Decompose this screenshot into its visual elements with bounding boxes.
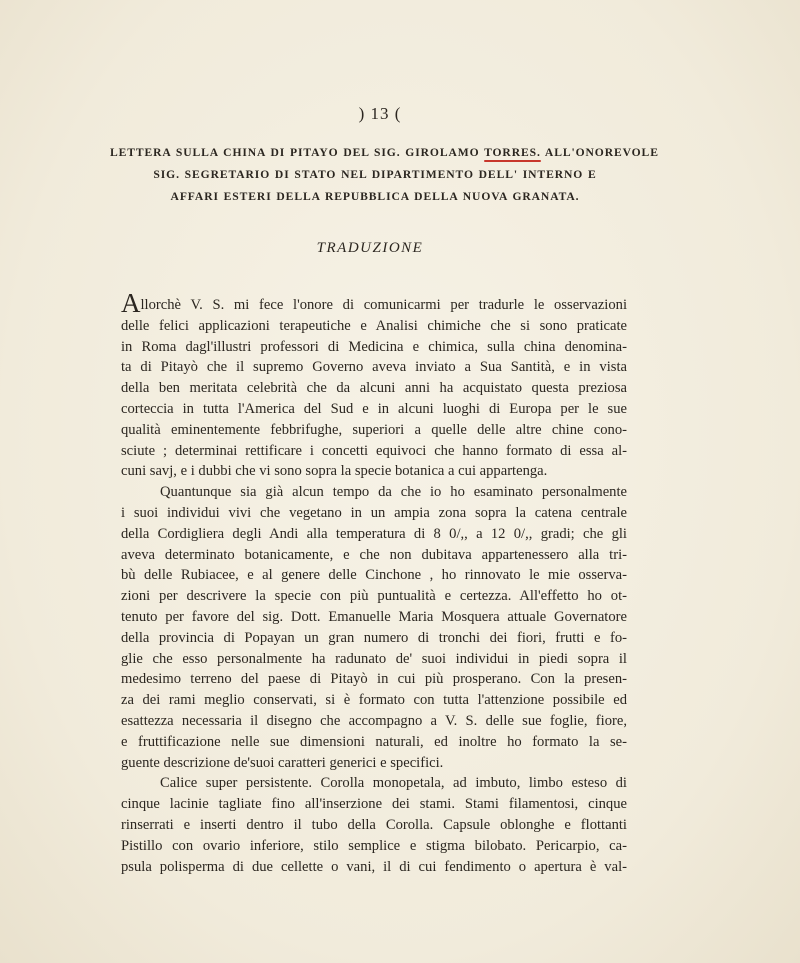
heading-line: SIG. SEGRETARIO DI STATO NEL DIPARTIMENTO DELL' INTERNO E: [153, 168, 597, 181]
text-line: rinserrati e inserti dentro il tubo della Corolla. Capsule oblonghe e flottanti: [121, 816, 627, 833]
text-line: qualità eminentemente febbrifughe, superiori a quelle delle altre chine cono-: [121, 421, 627, 438]
text-line: Pistillo con ovario inferiore, stilo semplice e stigma bilobato. Pericarpio, ca-: [121, 837, 627, 854]
text-line: medesimo terreno del paese di Pitayò in cui più prosperano. Con la presen-: [121, 671, 627, 688]
text-line: ta di Pitayò che il supremo Governo aveva inviato a Sua Santità, e in vista: [121, 359, 627, 376]
heading-line: [110, 142, 659, 164]
body-text: [121, 288, 627, 877]
text-line: Quantunque sia già alcun tempo da che io ho esaminato personalmente: [160, 484, 627, 501]
text-line: sciute ; determinai rettificare i concetti equivoci che hanno formato di essa al-: [121, 442, 627, 459]
text-line: delle felici applicazioni terapeutiche e Analisi chimiche che si sono praticate: [121, 317, 627, 334]
text-fragment: llorchè V. S. mi fece l'onore di comunicarmi per tradurle le osservazioni: [140, 297, 627, 313]
underlined-name: TORRES.: [484, 146, 541, 159]
text-line: esattezza necessaria il disegno che accompagno a V. S. delle sue foglie, fiore,: [121, 712, 627, 729]
text-line: glie che esso personalmente ha radunato de' suoi individui in piedi sopra il: [121, 650, 627, 667]
text-line: bù delle Rubiacee, e al genere delle Cinchone , ho rinnovato le mie osserva-: [121, 567, 627, 584]
text-line: za dei rami meglio conservati, si è formato con tutta l'attenzione possibile ed: [121, 692, 627, 709]
text-line: Calice super persistente. Corolla monopetala, ad imbuto, limbo esteso di: [160, 775, 627, 792]
text-line: cinque lacinie tagliate fino all'inserzione dei stami. Stami filamentosi, cinque: [121, 796, 627, 813]
text-line: corteccia in tutta l'America del Sud e in alcuni luoghi di Europa per le sue: [121, 400, 627, 417]
text-line: psula polisperma di due cellette o vani, il di cui fendimento o apertura è val-: [121, 858, 627, 875]
drop-cap: A: [121, 288, 141, 318]
letter-heading: [110, 142, 659, 208]
text-line: della ben meritata celebrità che da alcuni anni ha acquistato questa preziosa: [121, 380, 627, 397]
text-line: della Cordigliera degli Andi alla temperatura di 8 0/,, a 12 0/,, gradi; che gli: [121, 525, 627, 542]
heading-text: LETTERA SULLA CHINA DI PITAYO DEL SIG. GIROLAMO: [110, 146, 485, 159]
text-line: [121, 288, 627, 318]
text-line: tenuto per favore del sig. Dott. Emanuelle Maria Mosquera attuale Governatore: [121, 608, 627, 625]
translation-title: TRADUZIONE: [316, 240, 424, 256]
text-line: in Roma dagl'illustri professori di Medicina e chimica, sulla china denomina-: [121, 338, 627, 355]
text-line: i suoi individui vivi che vegetano in un ampia zona sopra la catena centrale: [121, 504, 627, 521]
heading-text: ALL'ONOREVOLE: [540, 146, 659, 159]
text-line: guente descrizione de'suoi caratteri generici e specifici.: [121, 754, 444, 771]
text-line: zioni per descrivere la specie con più puntualità e certezza. All'effetto ho ot-: [121, 588, 627, 605]
text-line: cuni savj, e i dubbi che vi sono sopra la specie botanica a cui appartenga.: [121, 463, 548, 480]
page-number: ) 13 (: [358, 104, 402, 123]
text-line: aveva determinato botanicamente, e che non dubitava appartenessero alla tri-: [121, 546, 627, 563]
text-line: della provincia di Popayan un gran numero di tronchi dei fiori, frutti e fo-: [121, 629, 627, 646]
text-line: e fruttificazione nelle sue dimensioni naturali, ed inoltre ho formato la se-: [121, 733, 627, 750]
heading-line: AFFARI ESTERI DELLA REPUBBLICA DELLA NUOVA GRANATA.: [170, 190, 580, 203]
